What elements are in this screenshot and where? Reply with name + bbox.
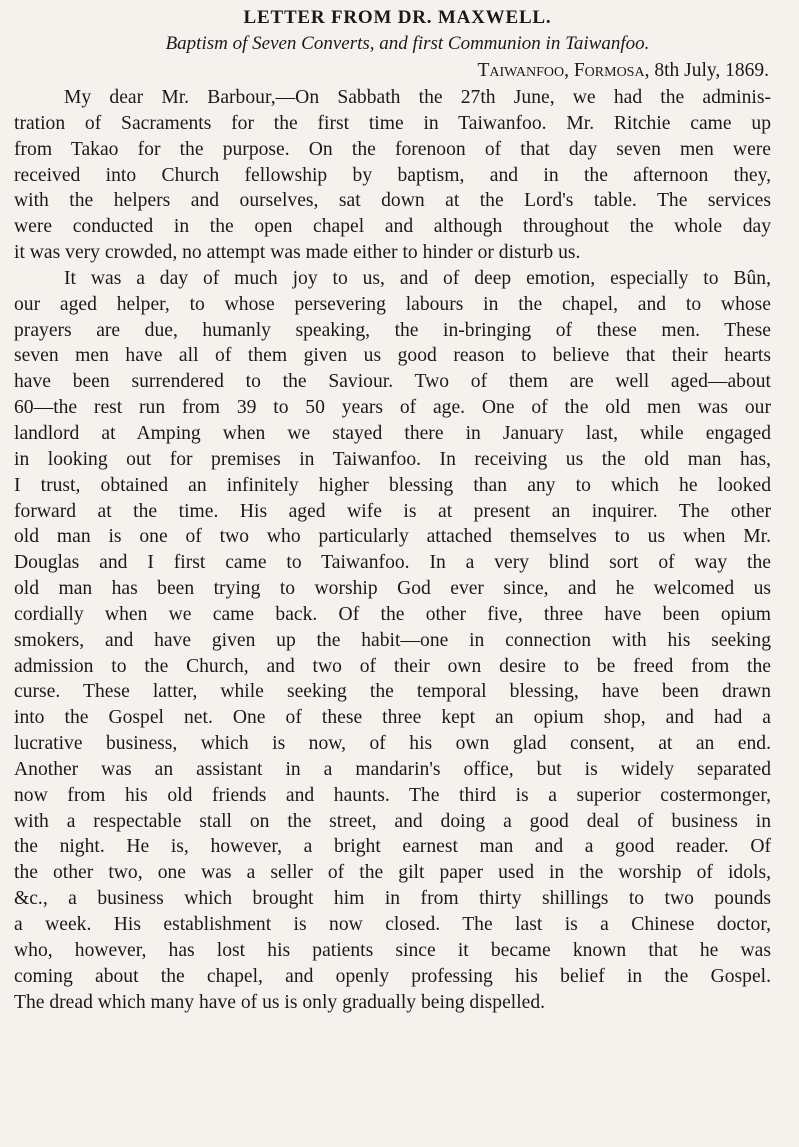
text-line: it was very crowded, no attempt was made either to hinder or disturb us.	[14, 242, 581, 264]
paragraph	[14, 266, 771, 1015]
text-line: lucrative business, which is now, of his own glad consent, at an end.	[14, 733, 771, 755]
letter-body	[14, 85, 771, 1015]
text-line: My dear Mr. Barbour,—On Sabbath the 27th June, we had the adminis-	[64, 87, 771, 108]
text-line: into the Gospel net. One of these three kept an opium shop, and had a	[14, 707, 771, 729]
text-line: with a respectable stall on the street, and doing a good deal of business in	[14, 810, 771, 832]
text-line: landlord at Amping when we stayed there in January last, while engaged	[14, 422, 771, 444]
text-line: old man has been trying to worship God ever since, and he welcomed us	[14, 578, 771, 600]
text-line: admission to the Church, and two of their own desire to be freed from the	[14, 655, 771, 677]
text-line: from Takao for the purpose. On the forenoon of that day seven men were	[14, 138, 771, 160]
text-line: prayers are due, humanly speaking, the in-bringing of these men. These	[14, 319, 771, 341]
text-line: Douglas and I first came to Taiwanfoo. In a very blind sort of way the	[14, 552, 771, 574]
text-line: smokers, and have given up the habit—one in connection with his seeking	[14, 629, 771, 651]
letter-title: LETTER FROM DR. MAXWELL.	[243, 7, 552, 28]
text-line: coming about the chapel, and openly professing his belief in the Gospel.	[14, 965, 771, 987]
text-line: old man is one of two who particularly attached themselves to us when Mr.	[14, 526, 771, 548]
text-line: the other two, one was a seller of the gilt paper used in the worship of idols,	[14, 862, 771, 884]
text-line: with the helpers and ourselves, sat down at the Lord's table. The services	[14, 190, 771, 212]
text-line: seven men have all of them given us good reason to believe that their hearts	[14, 345, 771, 367]
text-line: The dread which many have of us is only gradually being dispelled.	[14, 991, 546, 1013]
paragraph	[14, 85, 771, 266]
text-line: received into Church fellowship by baptism, and in the afternoon they,	[14, 164, 771, 186]
text-line: were conducted in the open chapel and although throughout the whole day	[14, 216, 771, 238]
text-line: forward at the time. His aged wife is at present an inquirer. The other	[14, 500, 771, 522]
text-line: cordially when we came back. Of the other five, three have been opium	[14, 603, 771, 625]
text-line: who, however, has lost his patients since it became known that he was	[14, 939, 771, 961]
text-line: now from his old friends and haunts. The third is a superior costermonger,	[14, 784, 771, 806]
text-line: It was a day of much joy to us, and of deep emotion, especially to Bûn,	[64, 267, 771, 289]
text-line: &c., a business which brought him in from thirty shillings to two pounds	[14, 888, 771, 910]
text-line: a week. His establishment is now closed. The last is a Chinese doctor,	[14, 914, 771, 935]
text-line: 60—the rest run from 39 to 50 years of age. One of the old men was our	[14, 397, 771, 419]
text-line: have been surrendered to the Saviour. Two of them are well aged—about	[14, 371, 771, 393]
dateline-place: Taiwanfoo, Formosa,	[477, 60, 650, 81]
text-line: in looking out for premises in Taiwanfoo. In receiving us the old man has,	[14, 448, 771, 470]
text-line: Another was an assistant in a mandarin's office, but is widely separated	[14, 758, 771, 780]
text-line: tration of Sacraments for the first time in Taiwanfoo. Mr. Ritchie came up	[14, 112, 771, 134]
text-line: the night. He is, however, a bright earnest man and a good reader. Of	[14, 836, 771, 858]
text-line: our aged helper, to whose persevering labours in the chapel, and to whose	[14, 293, 771, 315]
letter-subtitle: Baptism of Seven Converts, and first Communion in Taiwanfoo.	[165, 33, 650, 54]
text-line: curse. These latter, while seeking the temporal blessing, have been drawn	[14, 681, 771, 703]
text-line: I trust, obtained an infinitely higher blessing than any to which he looked	[14, 474, 771, 496]
dateline-date: 8th July, 1869.	[654, 60, 769, 81]
dateline	[14, 57, 769, 85]
